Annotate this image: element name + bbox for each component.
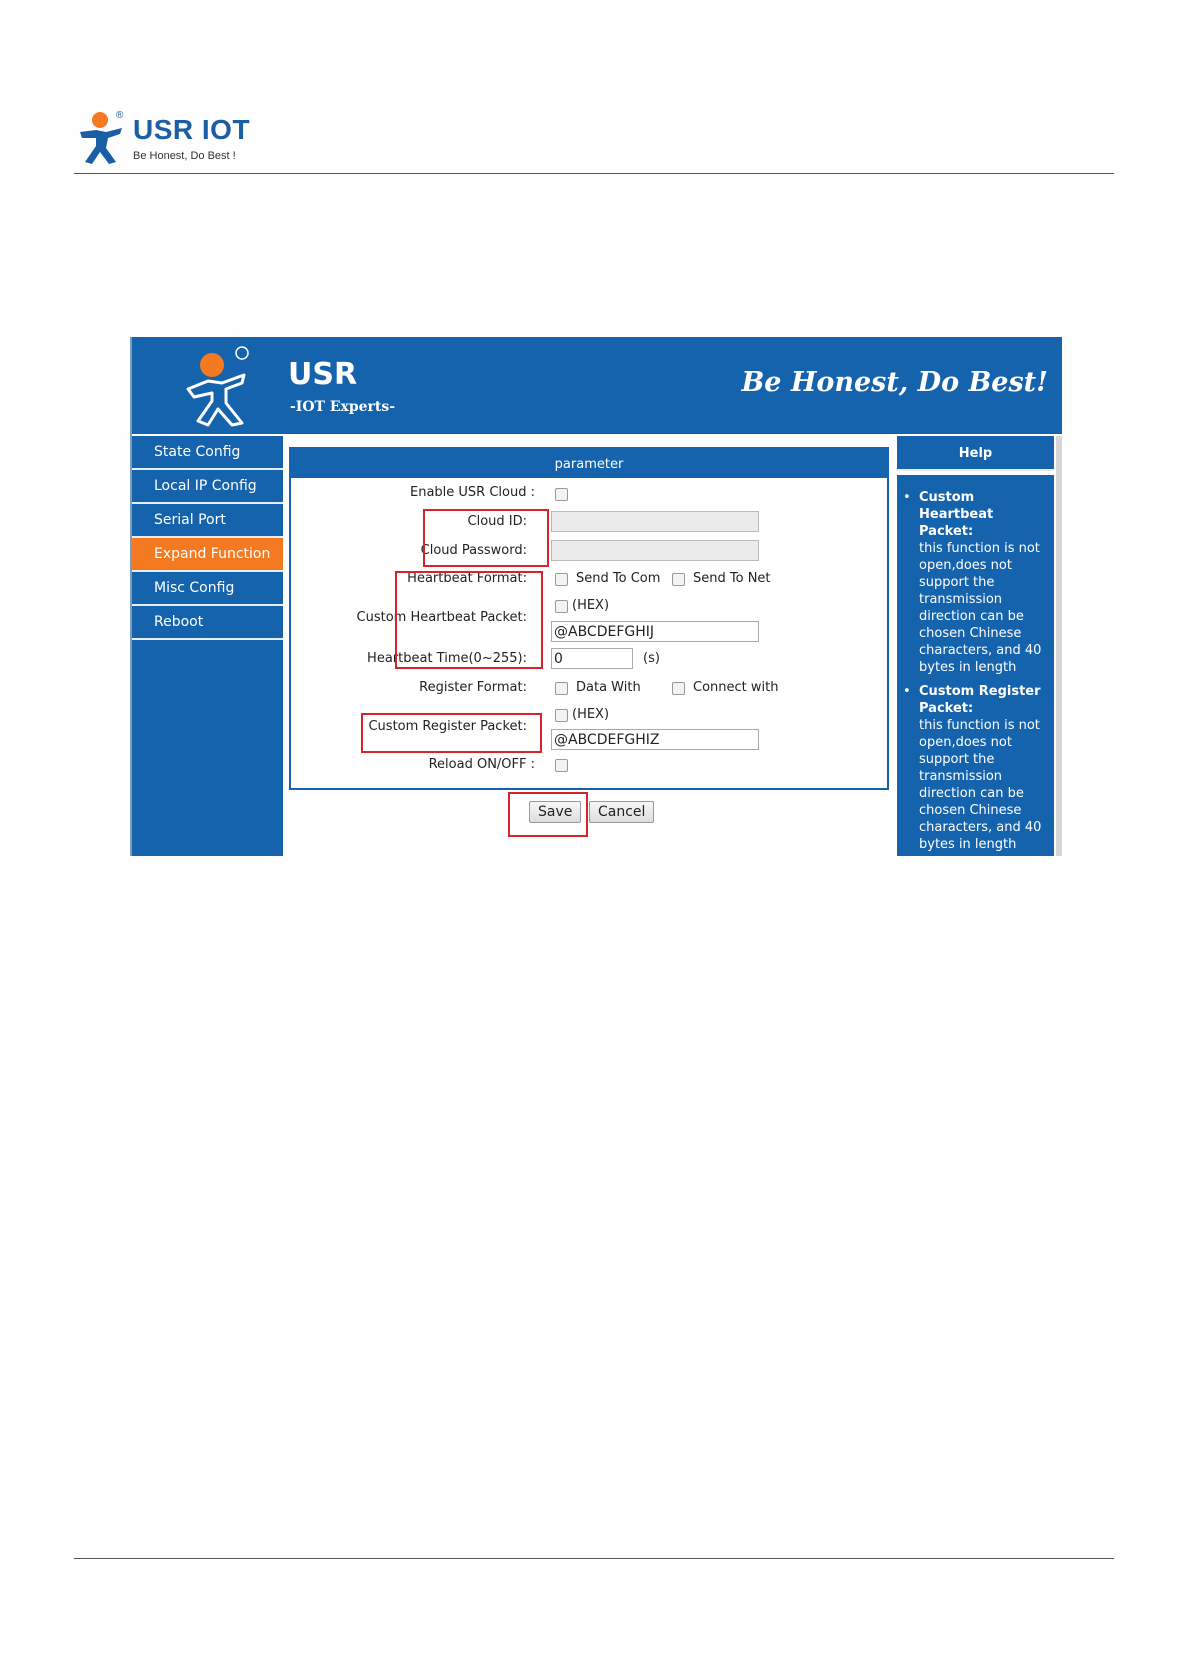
connect-with-label: Connect with [693, 680, 779, 695]
brand-name: USR IOT [133, 114, 251, 145]
reload-label: Reload ON/OFF : [428, 757, 535, 772]
app-header [132, 337, 1062, 434]
custom-register-label: Custom Register Packet: [368, 719, 527, 734]
header-divider [74, 173, 1114, 174]
custom-register-field[interactable] [551, 729, 759, 750]
cloud-id-field[interactable] [551, 511, 759, 532]
help-text: this function is not open,does not support the transmission direction can be chosen Chinese characters, and 40 bytes in length [919, 718, 1042, 852]
help-heading: Custom Register Packet: [919, 684, 1041, 716]
enable-cloud-label: Enable USR Cloud : [410, 485, 535, 500]
save-button[interactable]: Save [529, 801, 581, 823]
runner-logo-icon [76, 110, 132, 166]
help-heading: Custom Heartbeat Packet: [919, 490, 994, 539]
heartbeat-time-unit: (s) [643, 651, 660, 666]
app-name: USR [288, 357, 358, 392]
send-to-net-checkbox[interactable] [672, 573, 685, 586]
enable-cloud-checkbox[interactable] [555, 488, 568, 501]
custom-heartbeat-label: Custom Heartbeat Packet: [356, 610, 527, 625]
data-with-checkbox[interactable] [555, 682, 568, 695]
register-hex-label: (HEX) [572, 707, 610, 722]
help-item-register [903, 683, 1051, 853]
brand-slogan: Be Honest, Do Best ! [133, 150, 236, 162]
send-to-com-checkbox[interactable] [555, 573, 568, 586]
data-with-label: Data With [576, 680, 641, 695]
send-to-net-label: Send To Net [693, 571, 771, 586]
cloud-id-label: Cloud ID: [467, 514, 527, 529]
send-to-com-label: Send To Com [576, 571, 661, 586]
sidebar-item-reboot[interactable]: Reboot [132, 606, 283, 640]
help-title: Help [897, 436, 1054, 471]
sidebar-item-serial-port[interactable]: Serial Port [132, 504, 283, 538]
heartbeat-hex-label: (HEX) [572, 598, 610, 613]
footer-divider [74, 1558, 1114, 1559]
help-item-heartbeat [903, 489, 1051, 676]
heartbeat-time-label: Heartbeat Time(0~255): [367, 651, 527, 666]
heartbeat-time-field[interactable] [551, 648, 633, 669]
register-hex-checkbox[interactable] [555, 709, 568, 722]
parameter-title: parameter [291, 449, 887, 478]
bullet-icon: • [903, 684, 911, 699]
reload-checkbox[interactable] [555, 759, 568, 772]
help-scrollbar[interactable] [1056, 436, 1062, 856]
sidebar-item-state-config[interactable]: State Config [132, 436, 283, 470]
help-text: this function is not open,does not support the transmission direction can be chosen Chinese characters, and 40 bytes in length [919, 541, 1042, 675]
register-format-label: Register Format: [419, 680, 527, 695]
cancel-button[interactable]: Cancel [589, 801, 654, 823]
app-tagline: -IOT Experts- [290, 399, 396, 415]
connect-with-checkbox[interactable] [672, 682, 685, 695]
cloud-password-label: Cloud Password: [420, 543, 527, 558]
help-panel [897, 475, 1054, 856]
sidebar-item-local-ip-config[interactable]: Local IP Config [132, 470, 283, 504]
heartbeat-format-label: Heartbeat Format: [407, 571, 527, 586]
registered-mark: ® [116, 110, 124, 121]
heartbeat-hex-checkbox[interactable] [555, 600, 568, 613]
cloud-password-field[interactable] [551, 540, 759, 561]
parameter-panel [289, 447, 889, 790]
runner-outline-icon [182, 345, 262, 429]
sidebar-item-expand-function[interactable]: Expand Function [132, 538, 283, 572]
bullet-icon: • [903, 490, 911, 505]
app-motto: Be Honest, Do Best! [741, 367, 1048, 398]
custom-heartbeat-field[interactable] [551, 621, 759, 642]
usr-iot-logo [76, 110, 256, 168]
sidebar-item-misc-config[interactable]: Misc Config [132, 572, 283, 606]
sidebar-nav [132, 436, 283, 856]
web-config-screenshot [130, 337, 1062, 856]
